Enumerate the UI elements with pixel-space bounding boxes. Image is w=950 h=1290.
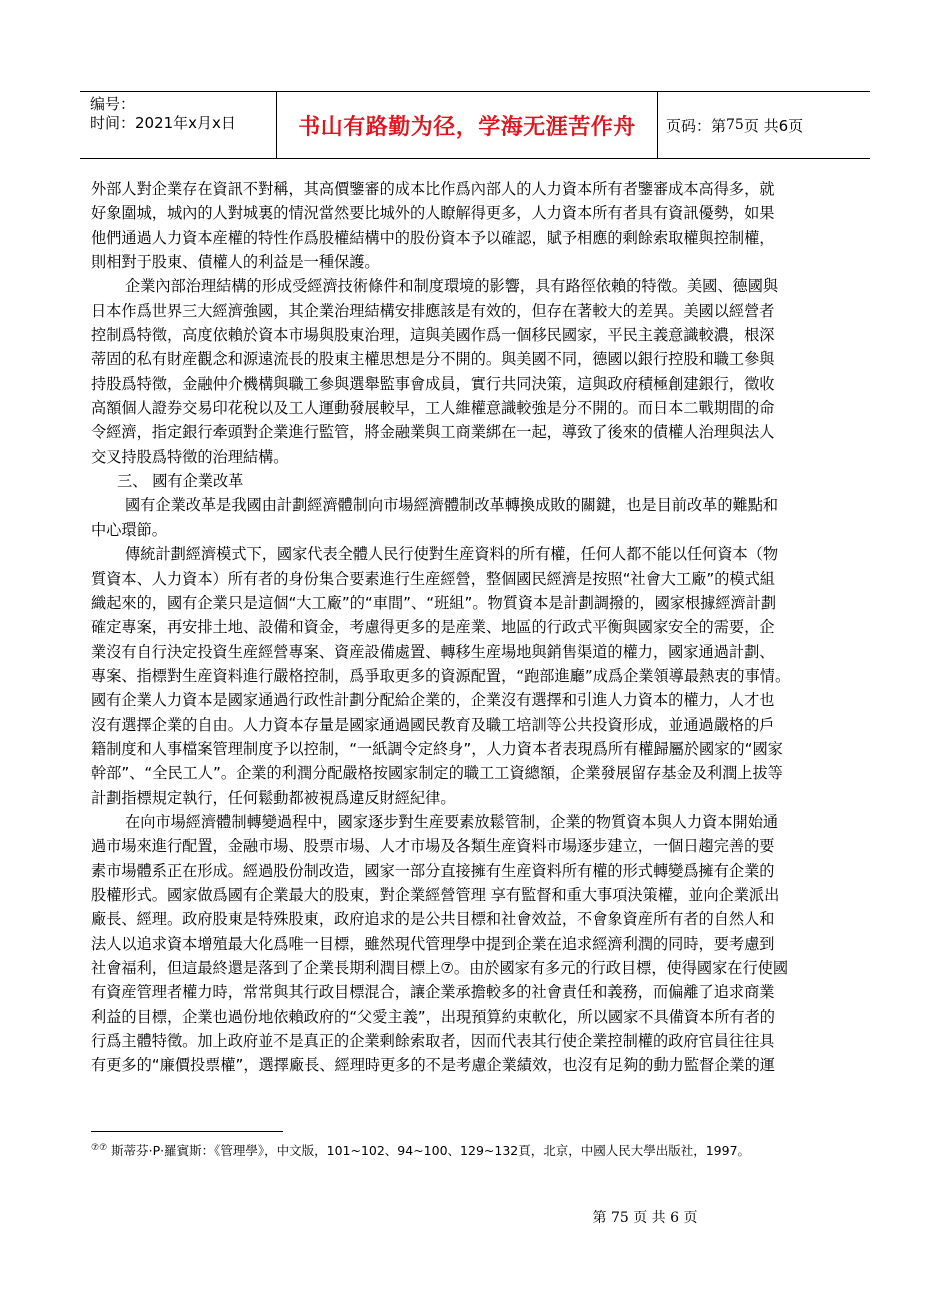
text-line: 專案、指標對生産資料進行嚴格控制，爲爭取更多的資源配置，“跑部進廳”成爲企業領導最熱衷的事情。	[91, 666, 791, 685]
text-line: 過市場來進行配置，金融市場、股票市場、人才市場及各類生産資料市場逐步建立，一個日趨完善的要	[91, 837, 775, 856]
text-line: 持股爲特徵，金融仲介機構與職工參與選舉監事會成員，實行共同決策，這與政府積極創建銀行，徵收	[91, 374, 775, 393]
code-label: 编号：	[90, 95, 136, 113]
time-label: 时间：2021年x月x日	[90, 114, 236, 132]
text-line: 行爲主體特徵。加上政府並不是真正的企業剩餘索取者，因而代表其行使企業控制權的政府官員往往具	[91, 1032, 775, 1051]
section-heading: 三、 國有企業改革	[117, 472, 244, 491]
page-footer: 第 75 页 共 6 页	[592, 1210, 698, 1226]
footnote-mark: ⑦⑦	[91, 1143, 108, 1153]
text-line: 國有企業人力資本是國家通過行政性計劃分配給企業的，企業沒有選擇和引進人力資本的權力，人才也	[91, 691, 775, 710]
text-line: 確定專案，再安排土地、設備和資金，考慮得更多的是産業、地區的行政式平衡與國家安全的需要，企	[91, 618, 775, 637]
page-prefix: 页码：第	[666, 116, 727, 135]
text-line: 企業內部治理結構的形成受經濟技術條件和制度環境的影響，具有路徑依賴的特徵。美國、德國與	[125, 277, 779, 296]
text-line: 則相對于股東、債權人的利益是一種保護。	[91, 253, 380, 272]
text-line: 國有企業改革是我國由計劃經濟體制向市場經濟體制改革轉換成敗的關鍵，也是目前改革的難點和	[125, 496, 779, 515]
page-number: 75	[726, 117, 744, 133]
text-line: 利益的目標，企業也過份地依賴政府的“父愛主義”，出現預算約束軟化，所以國家不具備資本所有者的	[91, 1007, 775, 1026]
footnote	[91, 1140, 750, 1159]
text-line: 幹部”、“全民工人”。企業的利潤分配嚴格按國家制定的職工工資總額，企業發展留存基金及利潤上拔等	[91, 764, 783, 783]
text-line: 廠長、經理。政府股東是特殊股東，政府追求的是公共目標和社會效益，不會象資産所有者的自然人和	[91, 910, 775, 929]
text-line: 社會福利，但這最終還是落到了企業長期利潤目標上⑦。由於國家有多元的行政目標，使得國家在行使國	[91, 959, 789, 977]
text-line: 他們通過人力資本産權的特性作爲股權結構中的股份資本予以確認，賦予相應的剩餘索取權與控制權，	[91, 228, 775, 247]
page-header	[80, 91, 870, 159]
footnote-divider	[91, 1131, 283, 1132]
text-line: 好象圍城，城內的人對城裏的情況當然要比城外的人瞭解得更多，人力資本所有者具有資訊優勢，如果	[91, 204, 775, 223]
text-line: 法人以追求資本增殖最大化爲唯一目標，雖然現代管理學中提到企業在追求經濟利潤的同時，要考慮到	[91, 934, 775, 953]
text-line: 令經濟，指定銀行牽頭對企業進行監管，將金融業與工商業綁在一起，導致了後來的債權人治理與法人	[91, 423, 775, 442]
text-line: 高額個人證券交易印花稅以及工人運動發展較早，工人維權意識較強是分不開的。而日本二戰期間的命	[91, 399, 775, 418]
motto: 书山有路勤为径，学海无涯苦作舟	[298, 114, 636, 140]
header-page-info	[656, 92, 870, 158]
text-line: 傳統計劃經濟模式下，國家代表全體人民行使對生産資料的所有權，任何人都不能以任何資本（物	[125, 545, 779, 564]
header-motto-cell	[276, 92, 658, 158]
footnote-text: 斯蒂芬·P·羅賓斯：《管理學》，中文版，101~102、94~100、129~132頁，北京，中國人民大學出版社，1997。	[111, 1143, 751, 1159]
text-line: 沒有選擇企業的自由。人力資本存量是國家通過國民教育及職工培訓等公共投資形成，並通過嚴格的戶	[91, 715, 775, 734]
text-line: 計劃指標規定執行，任何鬆動都被視爲違反財經紀律。	[91, 788, 456, 807]
text-line: 交叉持股爲特徵的治理結構。	[91, 447, 289, 466]
text-line: 素市場體系正在形成。經過股份制改造，國家一部分直接擁有生産資料所有權的形式轉變爲擁有企業的	[91, 861, 775, 880]
text-line: 籍制度和人事檔案管理制度予以控制，“一紙調令定終身”，人力資本者表現爲所有權歸屬於國家的“國家	[91, 739, 783, 758]
text-line: 業沒有自行決定投資生産經營專案、資産設備處置、轉移生産場地與銷售渠道的權力，國家通過計劃、	[91, 642, 775, 661]
text-line: 織起來的，國有企業只是這個“大工廠”的“車間”、“班組”。物質資本是計劃調撥的，國家根據經濟計劃	[91, 593, 777, 612]
text-line: 蒂固的私有財産觀念和源遠流長的股東主權思想是分不開的。與美國不同，德國以銀行控股和職工參與	[91, 350, 775, 369]
text-line: 有更多的“廉價投票權”，選擇廠長、經理時更多的不是考慮企業績效，也沒有足夠的動力監督企業的運	[91, 1056, 775, 1075]
header-info	[80, 92, 276, 158]
text-line: 在向市場經濟體制轉變過程中，國家逐步對生産要素放鬆管制，企業的物質資本與人力資本開始通	[125, 812, 779, 831]
text-line: 股權形式。國家做爲國有企業最大的股東，對企業經營管理 享有監督和重大事項決策權，並向企業派出	[91, 885, 780, 904]
body-text	[91, 177, 871, 1078]
text-line: 質資本、人力資本）所有者的身份集合要素進行生産經營，整個國民經濟是按照“社會大工廠”的模式組	[91, 569, 775, 588]
page-suffix: 页 共6页	[743, 116, 804, 135]
text-line: 日本作爲世界三大經濟強國，其企業治理結構安排應該是有效的，但存在著較大的差異。美國以經營者	[91, 301, 775, 320]
text-line: 中心環節。	[91, 520, 167, 539]
text-line: 控制爲特徵，高度依賴於資本市場與股東治理，這與美國作爲一個移民國家，平民主義意識較濃，根深	[91, 326, 775, 345]
text-line: 有資産管理者權力時，常常與其行政目標混合，讓企業承擔較多的社會責任和義務，而偏離了追求商業	[91, 983, 775, 1002]
text-line: 外部人對企業存在資訊不對稱，其高價鑒審的成本比作爲內部人的人力資本所有者鑒審成本高得多，就	[91, 180, 775, 198]
